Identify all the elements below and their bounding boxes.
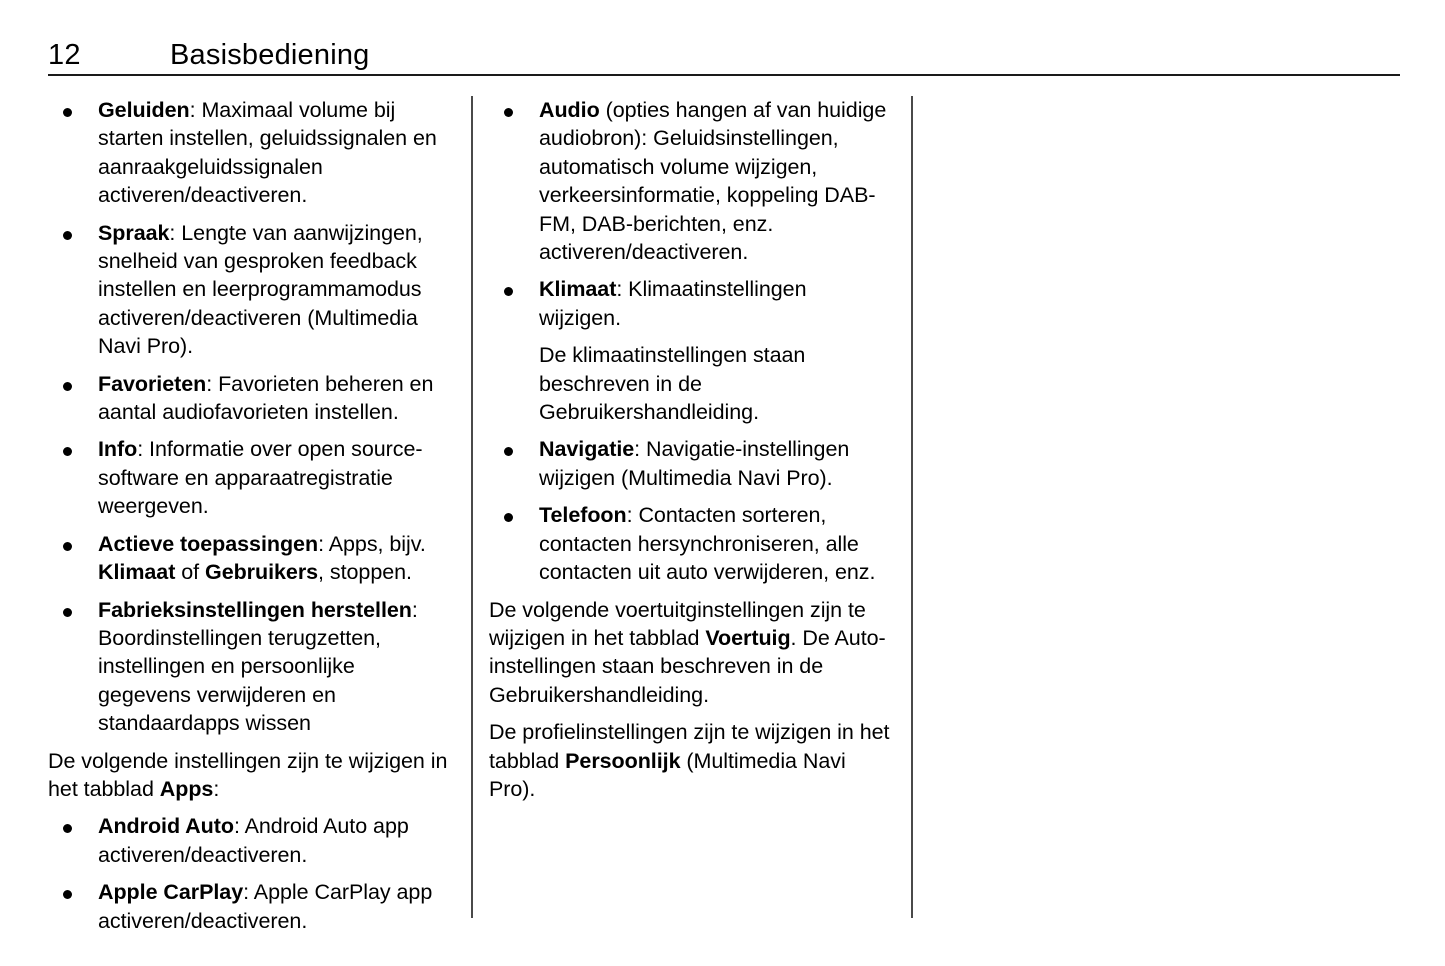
bullet-list-item: [489, 435, 893, 492]
emphasized-term: Apps: [159, 776, 214, 801]
chapter-title: Basisbediening: [170, 39, 370, 71]
emphasized-term: Gebruikers: [205, 560, 319, 585]
paragraph-text: [539, 501, 893, 586]
emphasized-term: Fabrieksinstellingen herstellen: [98, 597, 412, 622]
bullet-list-item: [489, 96, 893, 266]
bullet-dot-icon: [63, 824, 72, 833]
paragraph-text: [98, 370, 452, 427]
bullet-list-item: [489, 275, 893, 332]
body-text: , stoppen.: [318, 560, 412, 585]
paragraph-text: [539, 435, 893, 492]
paragraph-text: [539, 96, 893, 266]
body-text: . De Auto-instellingen staan beschreven in de Gebruikershandleiding.: [489, 625, 886, 707]
body-text: of: [175, 560, 206, 585]
body-text: (Multimedia Navi Pro).: [489, 748, 846, 801]
bullet-dot-icon: [63, 108, 72, 117]
paragraph-text: [539, 341, 893, 426]
bullet-list-item: [48, 370, 452, 427]
emphasized-term: Favorieten: [98, 371, 207, 396]
body-paragraph: [489, 341, 893, 426]
bullet-list-item: [48, 219, 452, 361]
body-text: : Informatie over open source-software en apparaatregistratie weergeven.: [98, 437, 423, 519]
body-text: : Maximaal volume bij starten instellen, geluidssignalen en aanraakgeluidssignalen activeren/deactiveren.: [98, 98, 437, 208]
body-text: : Contacten sorteren, contacten hersynchroniseren, alle contacten uit auto verwijderen, enz.: [539, 503, 876, 585]
emphasized-term: Klimaat: [98, 560, 176, 585]
bullet-dot-icon: [504, 513, 513, 522]
body-text: De volgende instellingen zijn te wijzigen in het tabblad: [48, 748, 448, 801]
bullet-list-item: [489, 501, 893, 586]
paragraph-text: [98, 878, 452, 935]
right-text-column: [489, 96, 893, 812]
bullet-dot-icon: [63, 447, 72, 456]
body-text: : Apps, bijv.: [318, 531, 426, 556]
paragraph-text: [98, 596, 452, 738]
bullet-dot-icon: [63, 382, 72, 391]
bullet-dot-icon: [504, 447, 513, 456]
body-text: : Klimaatinstellingen wijzigen.: [539, 277, 807, 330]
bullet-list-item: [48, 596, 452, 738]
emphasized-term: Android Auto: [98, 814, 234, 839]
header-divider-rule: [48, 74, 1400, 76]
paragraph-text: [539, 275, 893, 332]
bullet-list-item: [48, 435, 452, 520]
page-header: [48, 38, 1400, 76]
body-text: (opties hangen af van huidige audiobron): Geluidsinstellingen, automatisch volume wijzigen, verkeersinformatie, koppeling DAB-FM, DAB-berichten, enz. activeren/deactiveren.: [539, 98, 887, 265]
emphasized-term: Geluiden: [98, 98, 190, 122]
paragraph-text: [489, 718, 893, 803]
emphasized-term: Voertuig: [705, 625, 791, 650]
bullet-dot-icon: [63, 231, 72, 240]
emphasized-term: Audio: [539, 98, 600, 122]
body-text: : Lengte van aanwijzingen, snelheid van gesproken feedback instellen en leerprogrammamodus activeren/deactiveren (Multimedia Navi Pro).: [98, 220, 423, 359]
body-text: : Boordinstellingen terugzetten, instellingen en persoonlijke gegevens verwijderen en standaardapps wissen: [98, 597, 418, 736]
column-divider-right: [911, 96, 913, 918]
bullet-dot-icon: [63, 542, 72, 551]
column-divider-left: [471, 96, 473, 918]
emphasized-term: Actieve toepassingen: [98, 531, 319, 556]
bullet-dot-icon: [63, 890, 72, 899]
paragraph-text: [98, 219, 452, 361]
left-text-column: [48, 96, 452, 944]
body-text: De klimaatinstellingen staan beschreven in de Gebruikershandleiding.: [539, 343, 806, 425]
body-text: : Navigatie-instellingen wijzigen (Multimedia Navi Pro).: [539, 437, 850, 490]
paragraph-text: [98, 435, 452, 520]
bullet-list-item: [48, 530, 452, 587]
paragraph-text: [48, 747, 452, 804]
paragraph-text: [489, 596, 893, 710]
emphasized-term: Telefoon: [539, 503, 627, 528]
body-text: : Android Auto app activeren/deactiveren.: [98, 814, 409, 867]
paragraph-text: [98, 530, 452, 587]
body-text: :: [213, 776, 220, 801]
paragraph-text: [98, 812, 452, 869]
body-text: De volgende voertuitginstellingen zijn te wijzigen in het tabblad: [489, 597, 866, 650]
emphasized-term: Apple CarPlay: [98, 880, 244, 905]
bullet-dot-icon: [504, 108, 513, 117]
emphasized-term: Navigatie: [539, 437, 635, 462]
bullet-list-item: [48, 878, 452, 935]
page-number: 12: [48, 39, 81, 71]
body-text: : Favorieten beheren en aantal audiofavorieten instellen.: [98, 371, 434, 425]
bullet-dot-icon: [63, 608, 72, 617]
body-text: : Apple CarPlay app activeren/deactiveren.: [98, 880, 433, 933]
body-paragraph: [48, 747, 452, 804]
emphasized-term: Spraak: [98, 220, 170, 245]
bullet-dot-icon: [504, 287, 513, 296]
body-text: De profielinstellingen zijn te wijzigen in het tabblad: [489, 720, 890, 773]
emphasized-term: Persoonlijk: [565, 748, 681, 773]
emphasized-term: Klimaat: [539, 277, 617, 302]
emphasized-term: Info: [98, 437, 138, 462]
paragraph-text: [98, 96, 452, 210]
body-paragraph: [489, 596, 893, 710]
bullet-list-item: [48, 812, 452, 869]
bullet-list-item: [48, 96, 452, 210]
body-paragraph: [489, 718, 893, 803]
